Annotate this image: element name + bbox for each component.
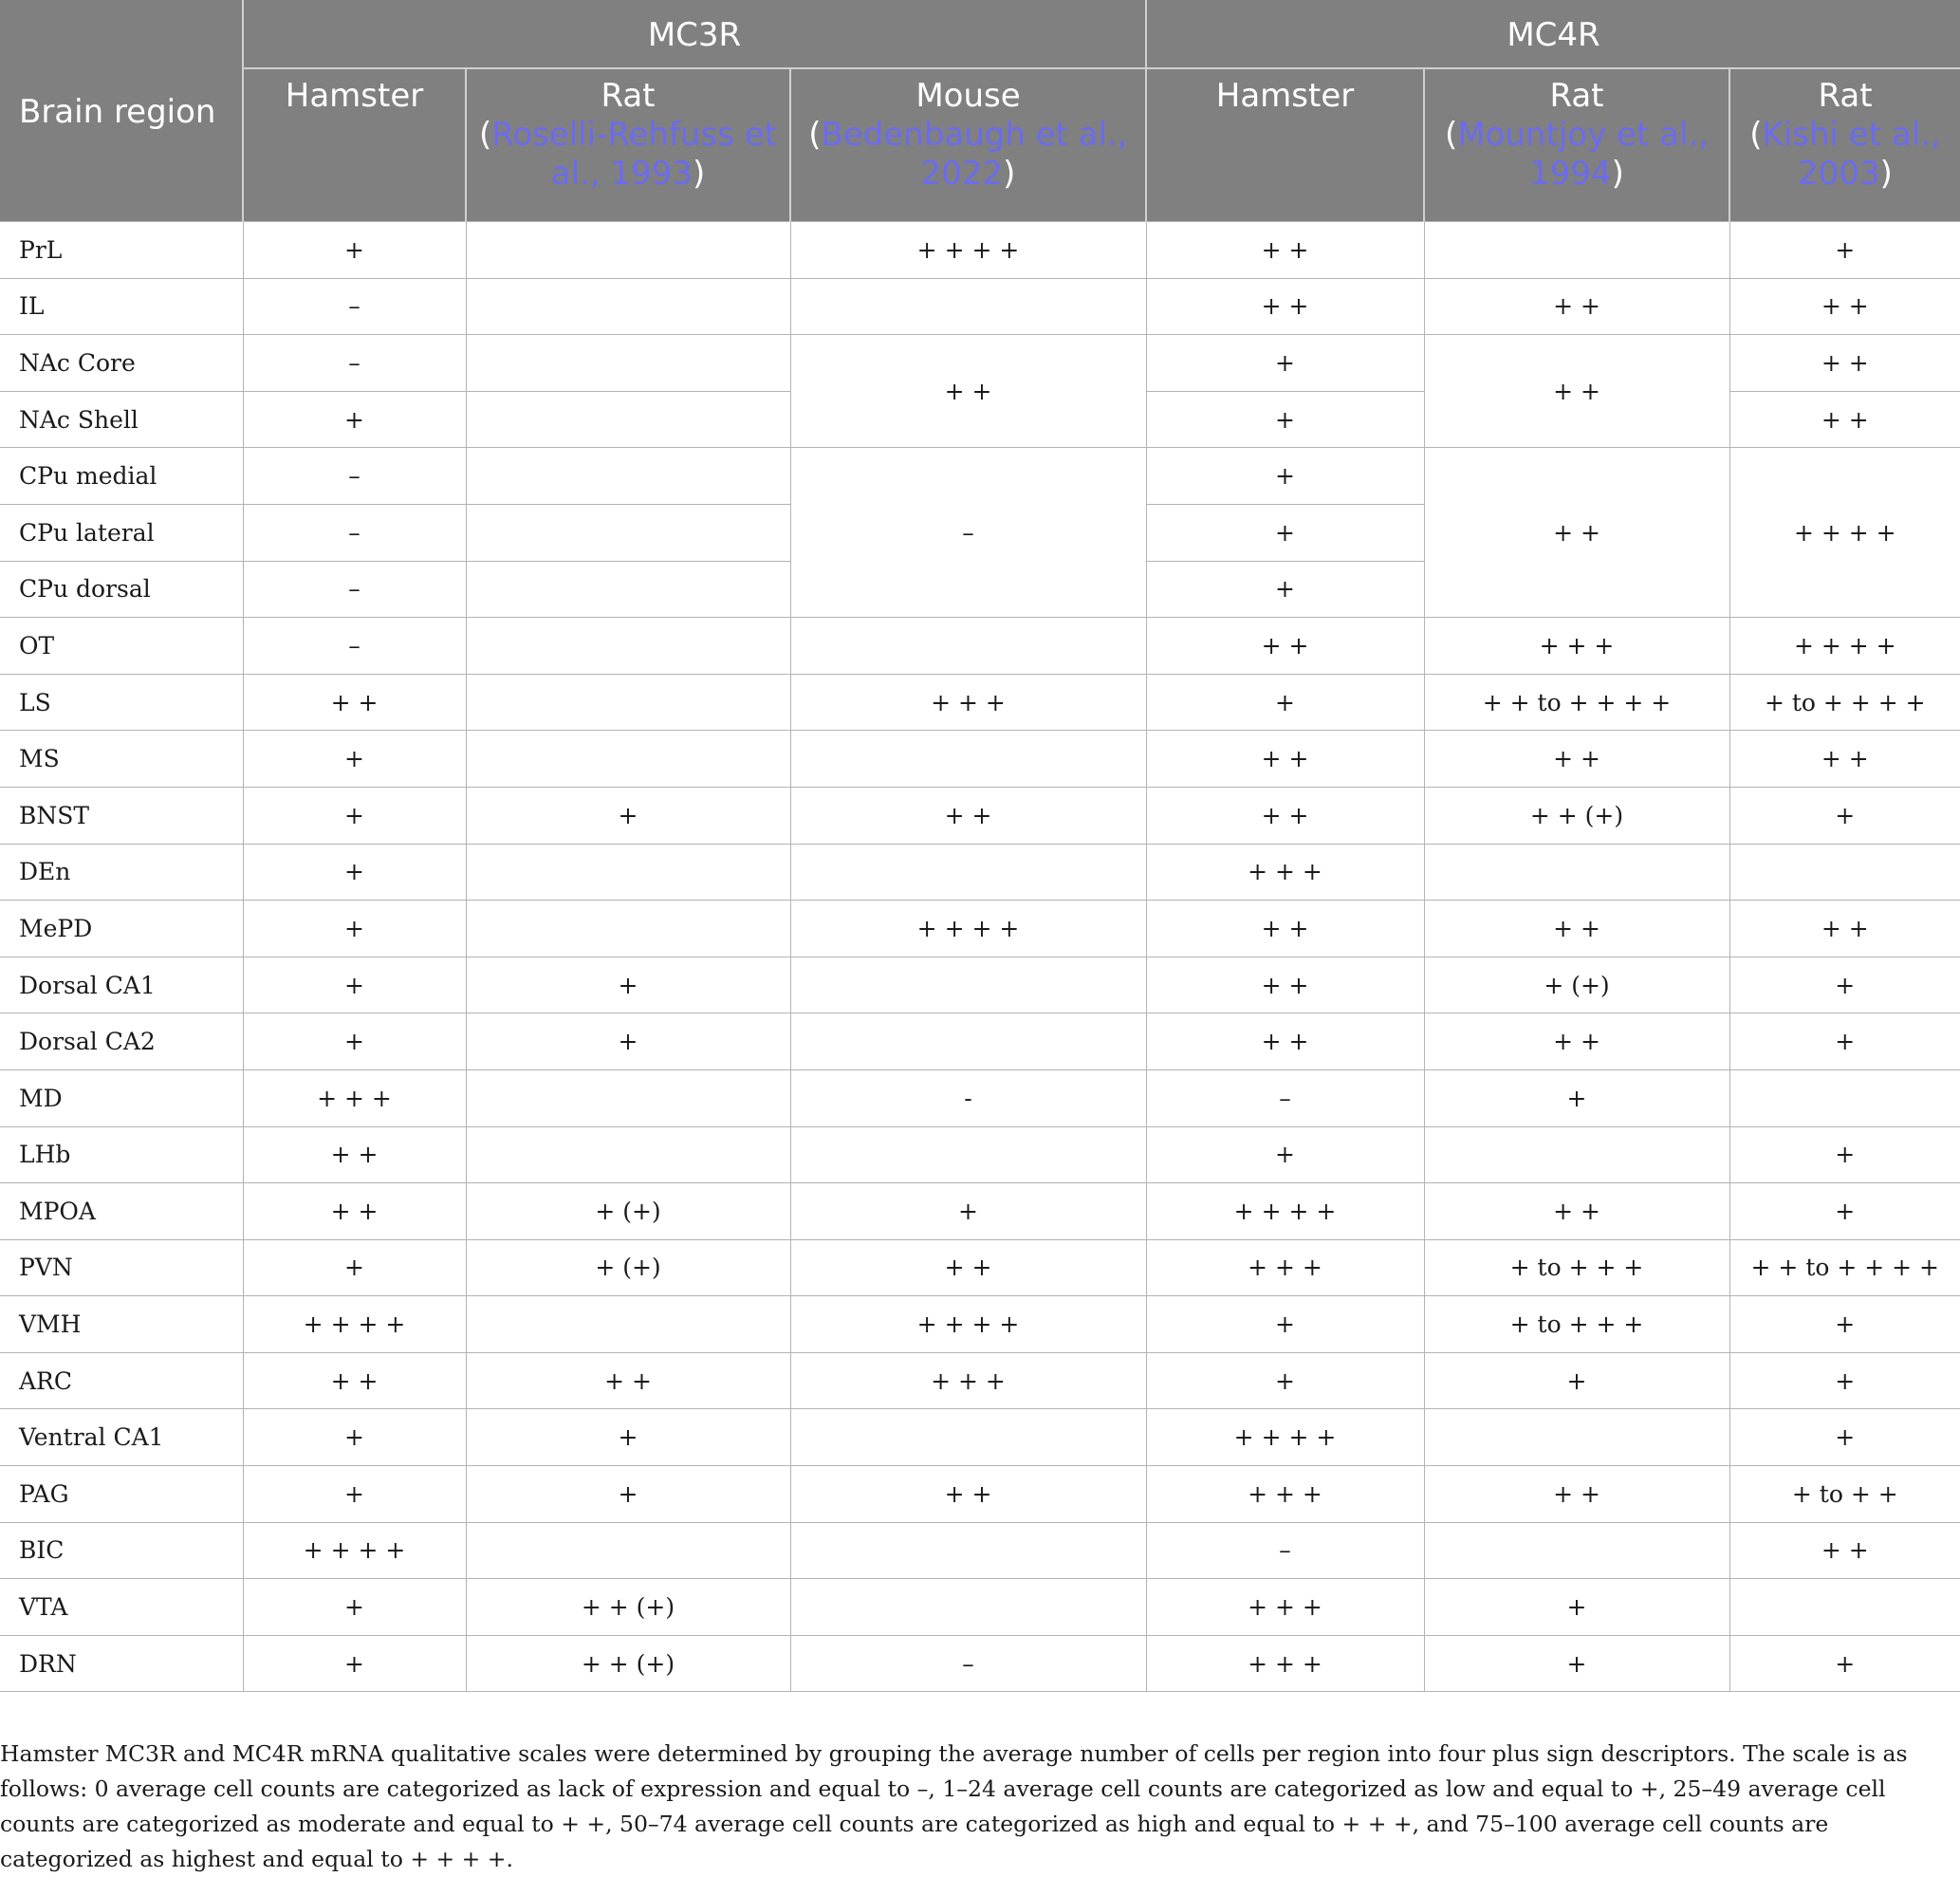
table-row — [0, 448, 1960, 505]
header-brain-region: Brain region — [0, 0, 243, 222]
value-cell-c1: + — [243, 957, 466, 1013]
region-cell: BNST — [0, 787, 243, 844]
value-cell-c1: + + + + — [243, 1296, 466, 1353]
value-cell-c5: + + — [1424, 731, 1729, 788]
value-cell-c5 — [1424, 222, 1729, 279]
region-cell: VMH — [0, 1296, 243, 1353]
region-cell: PrL — [0, 222, 243, 279]
region-cell: CPu dorsal — [0, 561, 243, 618]
value-cell-c1: + — [243, 222, 466, 279]
header-mc3r-hamster: Hamster — [243, 68, 466, 222]
header-mc4r-hamster: Hamster — [1146, 68, 1424, 222]
value-cell-c5: + — [1424, 1352, 1729, 1409]
value-cell-c4: + + + — [1146, 1579, 1424, 1636]
value-cell-c3 — [790, 278, 1146, 335]
value-cell-c2 — [466, 1522, 790, 1579]
value-cell-c1: + — [243, 391, 466, 448]
value-cell-c1: + + — [243, 1183, 466, 1240]
region-cell: MS — [0, 731, 243, 788]
region-cell: LHb — [0, 1126, 243, 1183]
value-cell-c2: + + — [466, 1352, 790, 1409]
value-cell-c2 — [466, 674, 790, 731]
value-cell-c3: – — [790, 448, 1146, 618]
value-cell-c6: + — [1729, 1409, 1960, 1466]
value-cell-c1: + + + — [243, 1069, 466, 1126]
value-cell-c6: + + — [1729, 1522, 1960, 1579]
value-cell-c1: + — [243, 1466, 466, 1523]
value-cell-c2 — [466, 901, 790, 957]
value-cell-c2 — [466, 504, 790, 561]
table-row — [0, 1296, 1960, 1353]
value-cell-c6: + to + + + + — [1729, 674, 1960, 731]
region-cell: IL — [0, 278, 243, 335]
value-cell-c3: + + — [790, 787, 1146, 844]
table-row — [0, 1522, 1960, 1579]
value-cell-c3 — [790, 1409, 1146, 1466]
value-cell-c5: + + — [1424, 448, 1729, 618]
ref-link-kishi[interactable]: Kishi et al., 2003 — [1762, 116, 1941, 193]
value-cell-c6: + + + + — [1729, 618, 1960, 675]
value-cell-c5: + to + + + — [1424, 1296, 1729, 1353]
table-body — [0, 222, 1960, 1692]
value-cell-c5: + + to + + + + — [1424, 674, 1729, 731]
value-cell-c6: + — [1729, 1013, 1960, 1070]
value-cell-c1: + — [243, 787, 466, 844]
value-cell-c2 — [466, 844, 790, 901]
value-cell-c6: + — [1729, 1635, 1960, 1692]
value-cell-c6: + — [1729, 1296, 1960, 1353]
region-cell: Ventral CA1 — [0, 1409, 243, 1466]
value-cell-c5: + + — [1424, 901, 1729, 957]
value-cell-c3: – — [790, 1635, 1146, 1692]
value-cell-c6 — [1729, 1069, 1960, 1126]
value-cell-c5: + (+) — [1424, 957, 1729, 1013]
value-cell-c4: + — [1146, 391, 1424, 448]
value-cell-c4: + — [1146, 504, 1424, 561]
value-cell-c5 — [1424, 844, 1729, 901]
value-cell-c2 — [466, 1069, 790, 1126]
table-row — [0, 222, 1960, 279]
value-cell-c2: + (+) — [466, 1239, 790, 1296]
header-mc4r-rat-mountjoy: Rat (Mountjoy et al., 1994) — [1424, 68, 1729, 222]
value-cell-c2 — [466, 561, 790, 618]
value-cell-c1: + + — [243, 1352, 466, 1409]
header-mc3r-mouse: Mouse (Bedenbaugh et al., 2022) — [790, 68, 1146, 222]
value-cell-c1: – — [243, 504, 466, 561]
value-cell-c1: + — [243, 1239, 466, 1296]
value-cell-c5: + + — [1424, 1466, 1729, 1523]
value-cell-c6: + + — [1729, 391, 1960, 448]
value-cell-c5 — [1424, 1522, 1729, 1579]
value-cell-c6: + — [1729, 957, 1960, 1013]
value-cell-c5: + — [1424, 1069, 1729, 1126]
value-cell-c3: + + — [790, 1239, 1146, 1296]
table-row — [0, 1069, 1960, 1126]
value-cell-c1: – — [243, 561, 466, 618]
value-cell-c4: – — [1146, 1522, 1424, 1579]
value-cell-c4: + — [1146, 561, 1424, 618]
table-row — [0, 278, 1960, 335]
value-cell-c5: + + + — [1424, 618, 1729, 675]
region-cell: DEn — [0, 844, 243, 901]
region-cell: Dorsal CA1 — [0, 957, 243, 1013]
table-row — [0, 1579, 1960, 1636]
value-cell-c3: + + + + — [790, 222, 1146, 279]
value-cell-c4: + + — [1146, 957, 1424, 1013]
value-cell-c3: + + + + — [790, 1296, 1146, 1353]
region-cell: ARC — [0, 1352, 243, 1409]
value-cell-c3: + + — [790, 335, 1146, 448]
value-cell-c1: + — [243, 901, 466, 957]
value-cell-c3 — [790, 1522, 1146, 1579]
value-cell-c2 — [466, 335, 790, 392]
value-cell-c1: + — [243, 1579, 466, 1636]
value-cell-c3 — [790, 1579, 1146, 1636]
table-row — [0, 787, 1960, 844]
region-cell: VTA — [0, 1579, 243, 1636]
ref-link-roselli-rehfuss[interactable]: Roselli-Rehfuss et al., 1993 — [491, 116, 777, 193]
value-cell-c3 — [790, 731, 1146, 788]
value-cell-c2: + — [466, 1466, 790, 1523]
value-cell-c1: + + + + — [243, 1522, 466, 1579]
value-cell-c6: + — [1729, 222, 1960, 279]
value-cell-c4: + + + + — [1146, 1183, 1424, 1240]
value-cell-c5 — [1424, 1409, 1729, 1466]
value-cell-c2 — [466, 222, 790, 279]
value-cell-c3: + + + + — [790, 901, 1146, 957]
value-cell-c6 — [1729, 844, 1960, 901]
value-cell-c2: + + (+) — [466, 1635, 790, 1692]
region-cell: DRN — [0, 1635, 243, 1692]
value-cell-c5: + + — [1424, 278, 1729, 335]
value-cell-c1: + + — [243, 1126, 466, 1183]
table-row — [0, 1183, 1960, 1240]
value-cell-c2: + — [466, 1409, 790, 1466]
table-row — [0, 1466, 1960, 1523]
value-cell-c4: + + + — [1146, 1635, 1424, 1692]
value-cell-c5: + + (+) — [1424, 787, 1729, 844]
header-mc4r-rat-kishi: Rat (Kishi et al., 2003) — [1729, 68, 1960, 222]
value-cell-c4: + — [1146, 1296, 1424, 1353]
ref-link-mountjoy[interactable]: Mountjoy et al., 1994 — [1457, 116, 1709, 193]
header-mc3r-rat: Rat (Roselli-Rehfuss et al., 1993) — [466, 68, 790, 222]
value-cell-c3 — [790, 957, 1146, 1013]
value-cell-c4: + + + + — [1146, 1409, 1424, 1466]
value-cell-c6: + + — [1729, 731, 1960, 788]
value-cell-c6: + — [1729, 1183, 1960, 1240]
value-cell-c2 — [466, 618, 790, 675]
value-cell-c4: + + — [1146, 901, 1424, 957]
region-cell: PAG — [0, 1466, 243, 1523]
table-row — [0, 901, 1960, 957]
table-row — [0, 674, 1960, 731]
value-cell-c2 — [466, 731, 790, 788]
value-cell-c3: - — [790, 1069, 1146, 1126]
table-row — [0, 1239, 1960, 1296]
value-cell-c6: + to + + — [1729, 1466, 1960, 1523]
table-row — [0, 957, 1960, 1013]
table-row — [0, 844, 1960, 901]
value-cell-c2 — [466, 278, 790, 335]
table-row — [0, 1409, 1960, 1466]
region-cell: MPOA — [0, 1183, 243, 1240]
table-row — [0, 1635, 1960, 1692]
value-cell-c3 — [790, 1013, 1146, 1070]
value-cell-c2: + — [466, 787, 790, 844]
value-cell-c4: – — [1146, 1069, 1424, 1126]
value-cell-c1: + — [243, 844, 466, 901]
region-cell: MD — [0, 1069, 243, 1126]
value-cell-c2: + + (+) — [466, 1579, 790, 1636]
region-cell: NAc Core — [0, 335, 243, 392]
value-cell-c1: + — [243, 731, 466, 788]
region-cell: BIC — [0, 1522, 243, 1579]
value-cell-c1: + — [243, 1635, 466, 1692]
value-cell-c3 — [790, 844, 1146, 901]
region-cell: MePD — [0, 901, 243, 957]
value-cell-c5: + — [1424, 1635, 1729, 1692]
table-row — [0, 1352, 1960, 1409]
value-cell-c4: + + — [1146, 618, 1424, 675]
value-cell-c2 — [466, 448, 790, 505]
region-cell: CPu medial — [0, 448, 243, 505]
value-cell-c4: + + — [1146, 222, 1424, 279]
value-cell-c5: + — [1424, 1579, 1729, 1636]
table-row — [0, 1126, 1960, 1183]
value-cell-c2: + (+) — [466, 1183, 790, 1240]
region-cell: LS — [0, 674, 243, 731]
value-cell-c5: + + — [1424, 335, 1729, 448]
region-cell: Dorsal CA2 — [0, 1013, 243, 1070]
table-footnote: Hamster MC3R and MC4R mRNA qualitative scales were determined by grouping the average number of cells per region into four plus sign descriptors. The scale is as follows: 0 average cell counts are categorized as lack of expression and equal to –, 1–24 average cell counts are categorized as low and equal to +, 25–49 average cell counts are categorized as moderate and equal to + +, 50–74 average cell counts are categorized as high and equal to + + +, and 75–100 average cell counts are categorized as highest and equal to + + + +. — [0, 1740, 1908, 1872]
value-cell-c6: + + — [1729, 335, 1960, 392]
value-cell-c1: – — [243, 618, 466, 675]
value-cell-c3 — [790, 618, 1146, 675]
table-row — [0, 618, 1960, 675]
value-cell-c3: + + + — [790, 1352, 1146, 1409]
header-mc4r: MC4R — [1146, 0, 1960, 68]
value-cell-c4: + — [1146, 335, 1424, 392]
value-cell-c6: + — [1729, 1352, 1960, 1409]
value-cell-c5 — [1424, 1126, 1729, 1183]
value-cell-c1: – — [243, 278, 466, 335]
value-cell-c5: + + — [1424, 1013, 1729, 1070]
value-cell-c2: + — [466, 1013, 790, 1070]
value-cell-c2: + — [466, 957, 790, 1013]
value-cell-c4: + + — [1146, 1013, 1424, 1070]
value-cell-c1: + + — [243, 674, 466, 731]
value-cell-c2 — [466, 1296, 790, 1353]
value-cell-c4: + + + — [1146, 844, 1424, 901]
value-cell-c5: + + — [1424, 1183, 1729, 1240]
value-cell-c4: + + — [1146, 731, 1424, 788]
value-cell-c1: – — [243, 335, 466, 392]
value-cell-c4: + — [1146, 674, 1424, 731]
value-cell-c6 — [1729, 1579, 1960, 1636]
table-row — [0, 1013, 1960, 1070]
value-cell-c4: + + — [1146, 278, 1424, 335]
region-cell: OT — [0, 618, 243, 675]
value-cell-c6: + + + + — [1729, 448, 1960, 618]
region-cell: CPu lateral — [0, 504, 243, 561]
table-row — [0, 731, 1960, 788]
value-cell-c6: + — [1729, 1126, 1960, 1183]
value-cell-c4: + — [1146, 448, 1424, 505]
value-cell-c6: + + — [1729, 278, 1960, 335]
value-cell-c4: + — [1146, 1352, 1424, 1409]
ref-link-bedenbaugh[interactable]: Bedenbaugh et al., 2022 — [821, 116, 1128, 193]
value-cell-c2 — [466, 391, 790, 448]
value-cell-c1: + — [243, 1409, 466, 1466]
value-cell-c1: – — [243, 448, 466, 505]
region-cell: PVN — [0, 1239, 243, 1296]
value-cell-c3: + + — [790, 1466, 1146, 1523]
header-mc3r: MC3R — [243, 0, 1146, 68]
value-cell-c4: + — [1146, 1126, 1424, 1183]
value-cell-c3: + + + — [790, 674, 1146, 731]
value-cell-c4: + + + — [1146, 1466, 1424, 1523]
value-cell-c3: + — [790, 1183, 1146, 1240]
region-cell: NAc Shell — [0, 391, 243, 448]
value-cell-c4: + + — [1146, 787, 1424, 844]
value-cell-c3 — [790, 1126, 1146, 1183]
value-cell-c5: + to + + + — [1424, 1239, 1729, 1296]
value-cell-c6: + + to + + + + — [1729, 1239, 1960, 1296]
value-cell-c6: + + — [1729, 901, 1960, 957]
value-cell-c2 — [466, 1126, 790, 1183]
value-cell-c6: + — [1729, 787, 1960, 844]
table-row — [0, 335, 1960, 392]
value-cell-c1: + — [243, 1013, 466, 1070]
value-cell-c4: + + + — [1146, 1239, 1424, 1296]
